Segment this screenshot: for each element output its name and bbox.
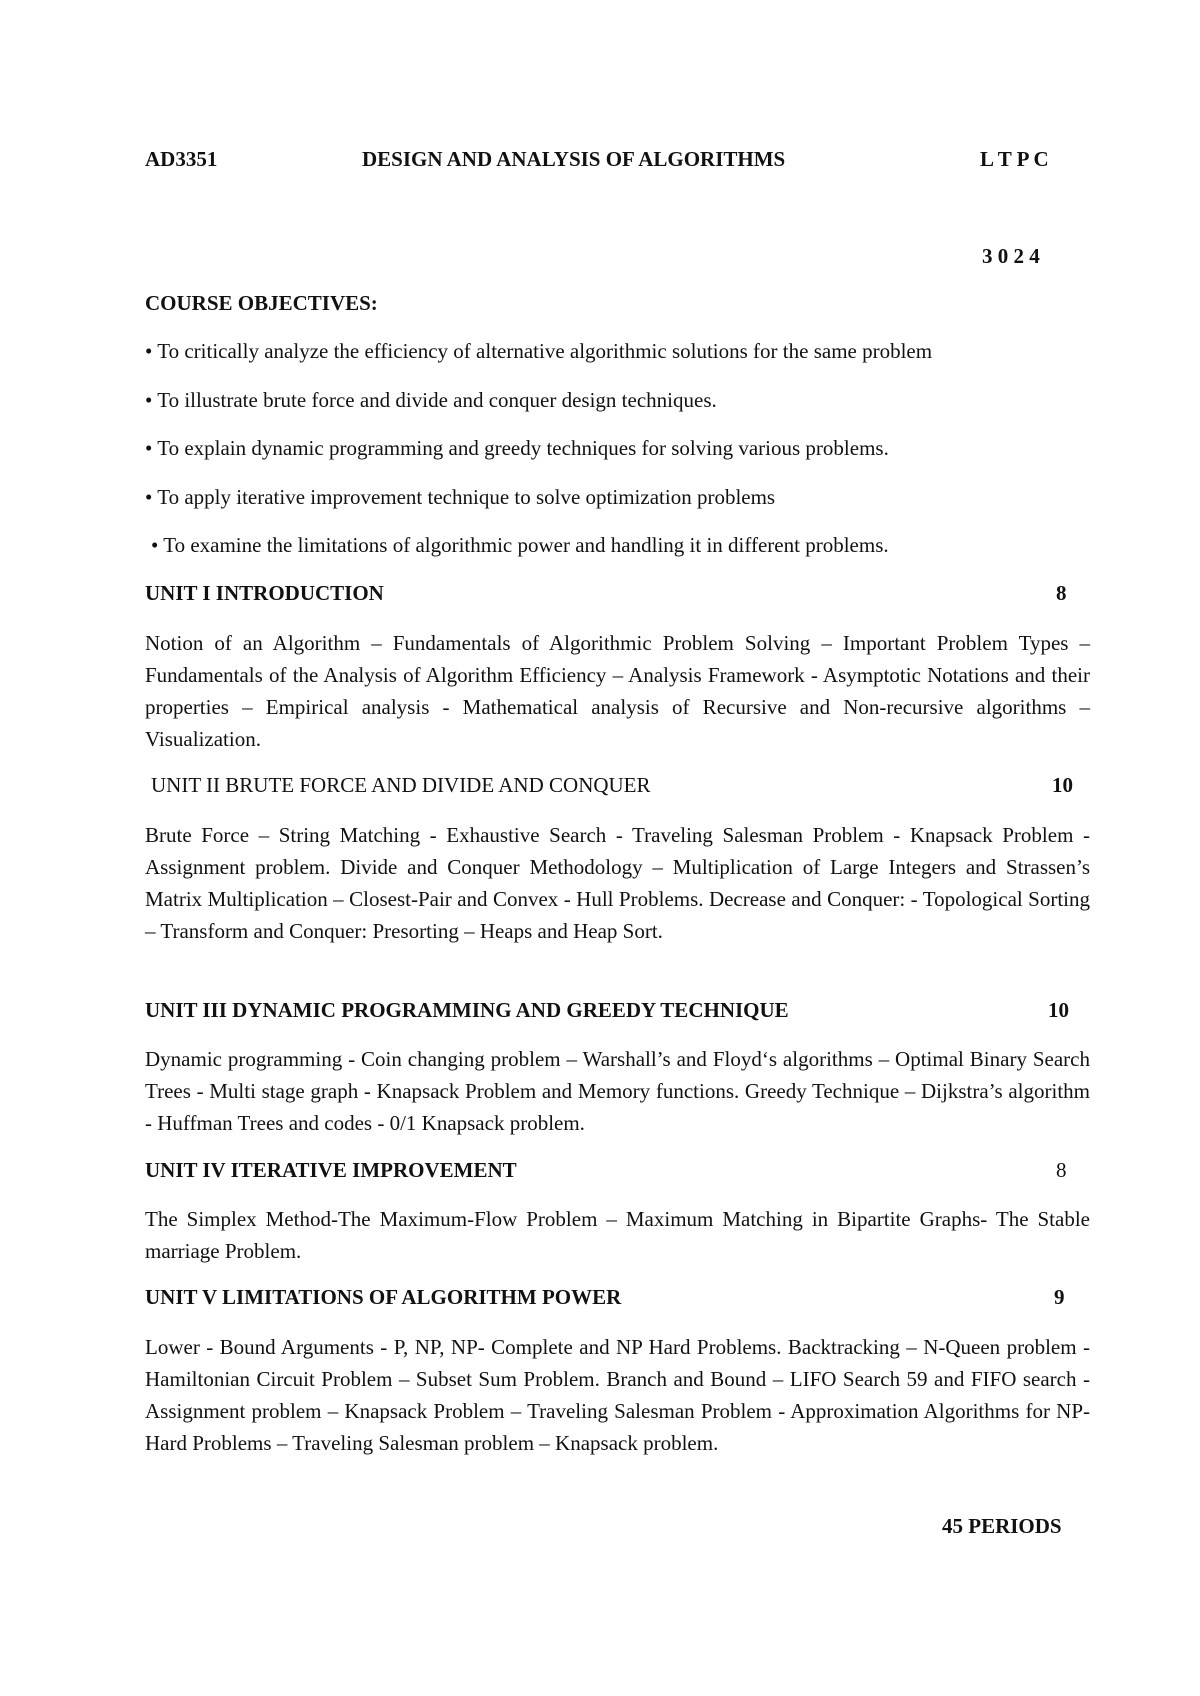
unit-hours: 10 bbox=[1052, 773, 1073, 797]
objective-item: • To examine the limitations of algorithmic power and handling it in different problems. bbox=[151, 533, 889, 557]
unit-title: UNIT IV ITERATIVE IMPROVEMENT bbox=[145, 1158, 517, 1182]
unit-title: UNIT I INTRODUCTION bbox=[145, 581, 384, 605]
unit-content: Brute Force – String Matching - Exhaustive Search - Traveling Salesman Problem - Knapsack Problem - Assignment problem. Divide and Conquer Methodology – Multiplication of Large Integers and Strassen’s Matrix Multiplication – Closest-Pair and Convex - Hull Problems. Decrease and Conquer: - Topological Sorting – Transform and Conquer: Presorting – Heaps and Heap Sort. bbox=[145, 823, 1090, 943]
unit-title: UNIT V LIMITATIONS OF ALGORITHM POWER bbox=[145, 1285, 622, 1309]
objectives-heading: COURSE OBJECTIVES: bbox=[145, 291, 378, 315]
objective-item: • To explain dynamic programming and greedy techniques for solving various problems. bbox=[145, 436, 889, 460]
course-code: AD3351 bbox=[145, 147, 218, 171]
course-title: DESIGN AND ANALYSIS OF ALGORITHMS bbox=[362, 147, 786, 171]
objective-item: • To apply iterative improvement technique to solve optimization problems bbox=[145, 485, 776, 509]
unit-hours: 8 bbox=[1056, 581, 1067, 605]
ltpc-label: L T P C bbox=[980, 147, 1049, 171]
unit-content: Notion of an Algorithm – Fundamentals of Algorithmic Problem Solving – Important Problem Types –Fundamentals of the Analysis of Algorithm Efficiency – Analysis Framework - Asymptotic Notations and their properties – Empirical analysis - Mathematical analysis of Recursive and Non-recursive algorithms – Visualization. bbox=[145, 631, 1090, 751]
unit-content: The Simplex Method-The Maximum-Flow Problem – Maximum Matching in Bipartite Graphs- The Stable marriage Problem. bbox=[145, 1207, 1090, 1263]
unit-hours: 8 bbox=[1056, 1158, 1067, 1182]
unit-title: UNIT II BRUTE FORCE AND DIVIDE AND CONQUER bbox=[151, 773, 651, 797]
unit-title: UNIT III DYNAMIC PROGRAMMING AND GREEDY TECHNIQUE bbox=[145, 998, 789, 1022]
unit-content: Lower - Bound Arguments - P, NP, NP- Complete and NP Hard Problems. Backtracking – N-Queen problem - Hamiltonian Circuit Problem – Subset Sum Problem. Branch and Bound – LIFO Search 59 and FIFO search - Assignment problem – Knapsack Problem – Traveling Salesman Problem - Approximation Algorithms for NP-Hard Problems – Traveling Salesman problem – Knapsack problem. bbox=[145, 1335, 1090, 1455]
unit-content: Dynamic programming - Coin changing problem – Warshall’s and Floyd‘s algorithms – Optimal Binary Search Trees - Multi stage graph - Knapsack Problem and Memory functions. Greedy Technique – Dijkstra’s algorithm - Huffman Trees and codes - 0/1 Knapsack problem. bbox=[145, 1047, 1090, 1135]
objective-item: • To illustrate brute force and divide and conquer design techniques. bbox=[145, 388, 717, 412]
objective-item: • To critically analyze the efficiency of alternative algorithmic solutions for the same problem bbox=[145, 339, 933, 363]
unit-hours: 9 bbox=[1054, 1285, 1065, 1309]
ltpc-values: 3 0 2 4 bbox=[982, 244, 1040, 268]
unit-hours: 10 bbox=[1048, 998, 1069, 1022]
total-periods: 45 PERIODS bbox=[942, 1514, 1062, 1538]
